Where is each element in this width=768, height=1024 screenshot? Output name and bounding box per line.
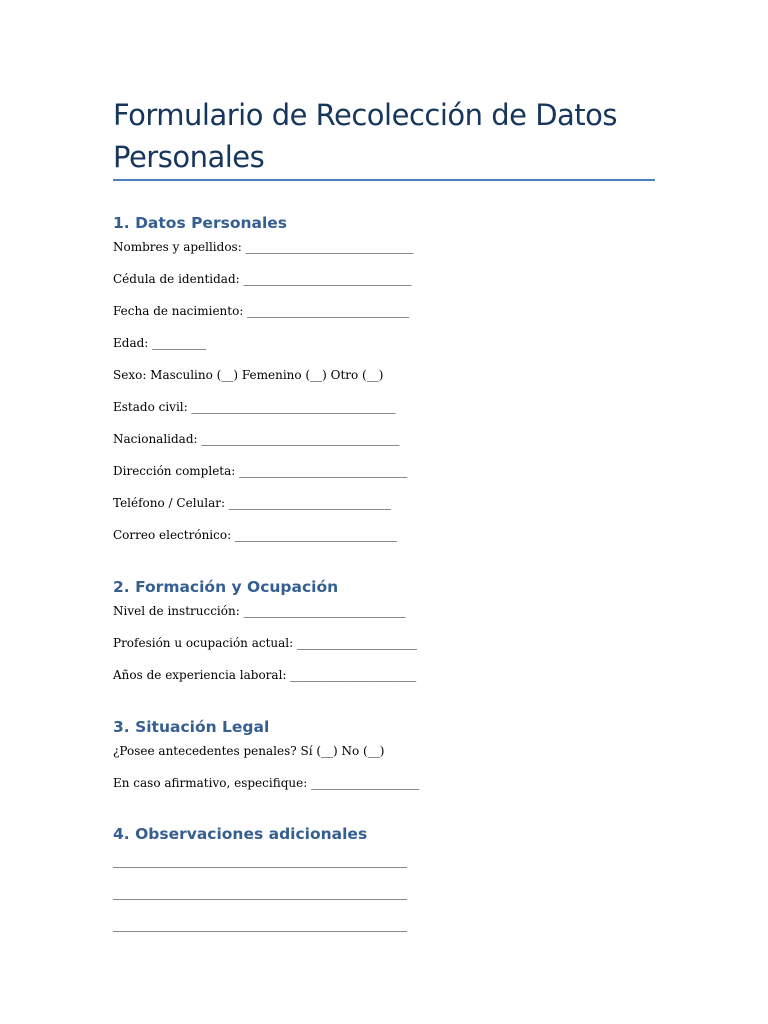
field-cedula[interactable]: Cédula de identidad: ____________________________	[113, 272, 412, 286]
field-observaciones-line[interactable]: _________________________________________________	[113, 918, 407, 932]
document-title: Formulario de Recolección de Datos Personales	[113, 98, 618, 174]
section-heading-datos-personales: 1. Datos Personales	[113, 214, 288, 232]
field-correo[interactable]: Correo electrónico: ___________________________	[113, 528, 397, 542]
field-edad[interactable]: Edad: _________	[113, 336, 207, 350]
field-telefono[interactable]: Teléfono / Celular: ___________________________	[113, 496, 391, 510]
field-nivel-instruccion[interactable]: Nivel de instrucción: ___________________________	[113, 604, 406, 618]
field-antecedentes[interactable]: ¿Posee antecedentes penales? Sí (__) No (__)	[113, 744, 385, 758]
field-profesion[interactable]: Profesión u ocupación actual: ____________________	[113, 636, 417, 650]
field-fecha-nacimiento[interactable]: Fecha de nacimiento: ___________________________	[113, 304, 410, 318]
field-nacionalidad[interactable]: Nacionalidad: _________________________________	[113, 432, 400, 446]
field-observaciones-line[interactable]: _________________________________________________	[113, 886, 407, 900]
field-sexo[interactable]: Sexo: Masculino (__) Femenino (__) Otro (__)	[113, 368, 384, 382]
section-heading-observaciones: 4. Observaciones adicionales	[113, 825, 368, 843]
title-divider	[113, 179, 655, 181]
document-page	[113, 0, 655, 1024]
section-heading-formacion: 2. Formación y Ocupación	[113, 578, 339, 596]
field-estado-civil[interactable]: Estado civil: __________________________________	[113, 400, 396, 414]
field-experiencia[interactable]: Años de experiencia laboral: _____________________	[113, 668, 417, 682]
section-heading-situacion-legal: 3. Situación Legal	[113, 718, 270, 736]
field-direccion[interactable]: Dirección completa: ____________________________	[113, 464, 408, 478]
field-nombres-apellidos[interactable]: Nombres y apellidos: ____________________________	[113, 240, 414, 254]
field-observaciones-line[interactable]: _________________________________________________	[113, 854, 407, 868]
field-especifique[interactable]: En caso afirmativo, especifique: __________________	[113, 776, 420, 790]
